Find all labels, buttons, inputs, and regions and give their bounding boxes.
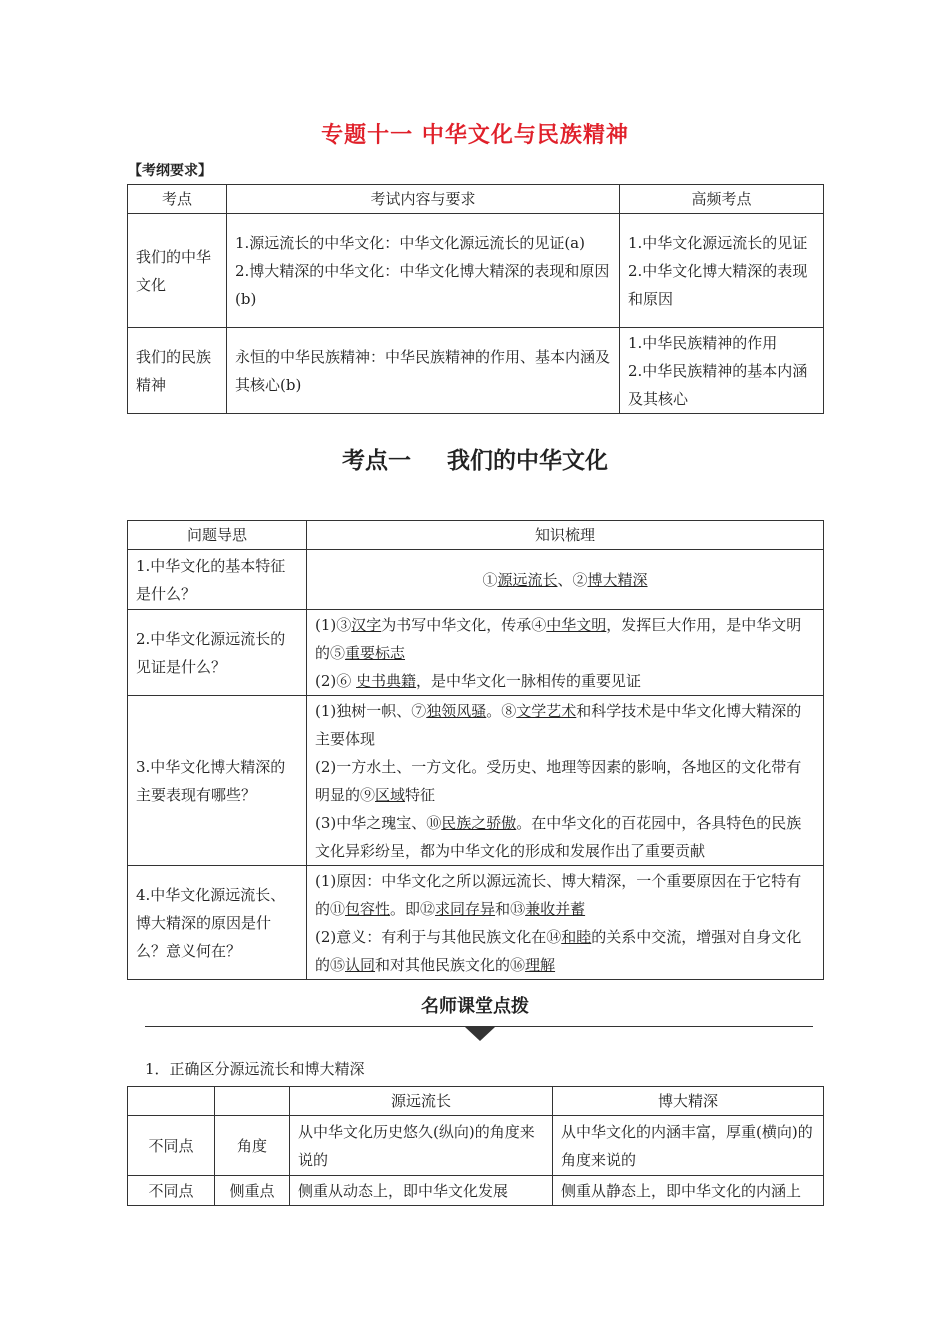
subheading: 1．正确区分源远流长和博大精深 xyxy=(145,1060,365,1078)
blank-cell xyxy=(215,1087,290,1116)
blank-cell xyxy=(128,1087,215,1116)
answer-cell: (1)③汉字为书写中华文化，传承④中华文明，发挥巨大作用，是中华文明的⑤重要标志 (2)⑥ 史书典籍，是中华文化一脉相传的重要见证 xyxy=(307,610,824,696)
row-sublabel: 角度 xyxy=(215,1116,290,1176)
comparison-table xyxy=(127,1086,824,1206)
row-label: 不同点 xyxy=(128,1176,215,1206)
header-freq: 高频考点 xyxy=(620,185,824,214)
freq-cell: 1.中华文化源远流长的见证 2.中华文化博大精深的表现和原因 xyxy=(620,214,824,328)
content-cell: 1.源远流长的中华文化：中华文化源远流长的见证(a) 2.博大精深的中华文化：中华文化博大精深的表现和原因(b) xyxy=(227,214,620,328)
question-cell: 1.中华文化的基本特征是什么？ xyxy=(128,550,307,610)
page-title: 专题十一 中华文化与民族精神 xyxy=(321,123,629,148)
requirements-table xyxy=(127,184,824,414)
section-heading: 考点一 我们的中华文化 xyxy=(341,448,608,474)
freq-cell: 1.中华民族精神的作用 2.中华民族精神的基本内涵及其核心 xyxy=(620,328,824,414)
banner-triangle-icon xyxy=(465,1027,495,1041)
answer-cell: (1)独树一帜、⑦独领风骚。⑧文学艺术和科学技术是中华文化博大精深的主要体现 (2)一方水土、一方文化。受历史、地理等因素的影响，各地区的文化带有明显的⑨区域特征 (3)中华之瑰宝、⑩民族之骄傲。在中华文化的百花园中，各具特色的民族文化异彩纷呈，都为中华文化的形成和发展作出了重要贡献 xyxy=(307,696,824,866)
header-topic: 考点 xyxy=(128,185,227,214)
header-knowledge: 知识梳理 xyxy=(307,521,824,550)
content-cell: 永恒的中华民族精神：中华民族精神的作用、基本内涵及其核心(b) xyxy=(227,328,620,414)
question-cell: 3.中华文化博大精深的主要表现有哪些？ xyxy=(128,696,307,866)
comparison-cell: 从中华文化历史悠久(纵向)的角度来说的 xyxy=(290,1116,553,1176)
knowledge-table xyxy=(127,520,824,980)
topic-cell: 我们的中华文化 xyxy=(128,214,227,328)
header-content: 考试内容与要求 xyxy=(227,185,620,214)
header-long-history: 源远流长 xyxy=(290,1087,553,1116)
question-cell: 4.中华文化源远流长、博大精深的原因是什么？意义何在？ xyxy=(128,866,307,980)
tips-banner-title: 名师课堂点拨 xyxy=(421,996,529,1017)
comparison-cell: 侧重从动态上，即中华文化发展 xyxy=(290,1176,553,1206)
answer-cell: (1)原因：中华文化之所以源远流长、博大精深，一个重要原因在于它特有的⑪包容性。即⑫求同存异和⑬兼收并蓄 (2)意义：有利于与其他民族文化在⑭和睦的关系中交流，增强对自身文化的⑮认同和对其他民族文化的⑯理解 xyxy=(307,866,824,980)
row-label: 不同点 xyxy=(128,1116,215,1176)
topic-cell: 我们的民族精神 xyxy=(128,328,227,414)
comparison-cell: 从中华文化的内涵丰富，厚重(横向)的角度来说的 xyxy=(553,1116,824,1176)
row-sublabel: 侧重点 xyxy=(215,1176,290,1206)
answer-cell: ①源远流长、②博大精深 xyxy=(307,550,824,610)
comparison-cell: 侧重从静态上，即中华文化的内涵上 xyxy=(553,1176,824,1206)
requirements-label: 【考纲要求】 xyxy=(128,163,212,179)
header-broad-profound: 博大精深 xyxy=(553,1087,824,1116)
header-question: 问题导思 xyxy=(128,521,307,550)
question-cell: 2.中华文化源远流长的见证是什么？ xyxy=(128,610,307,696)
